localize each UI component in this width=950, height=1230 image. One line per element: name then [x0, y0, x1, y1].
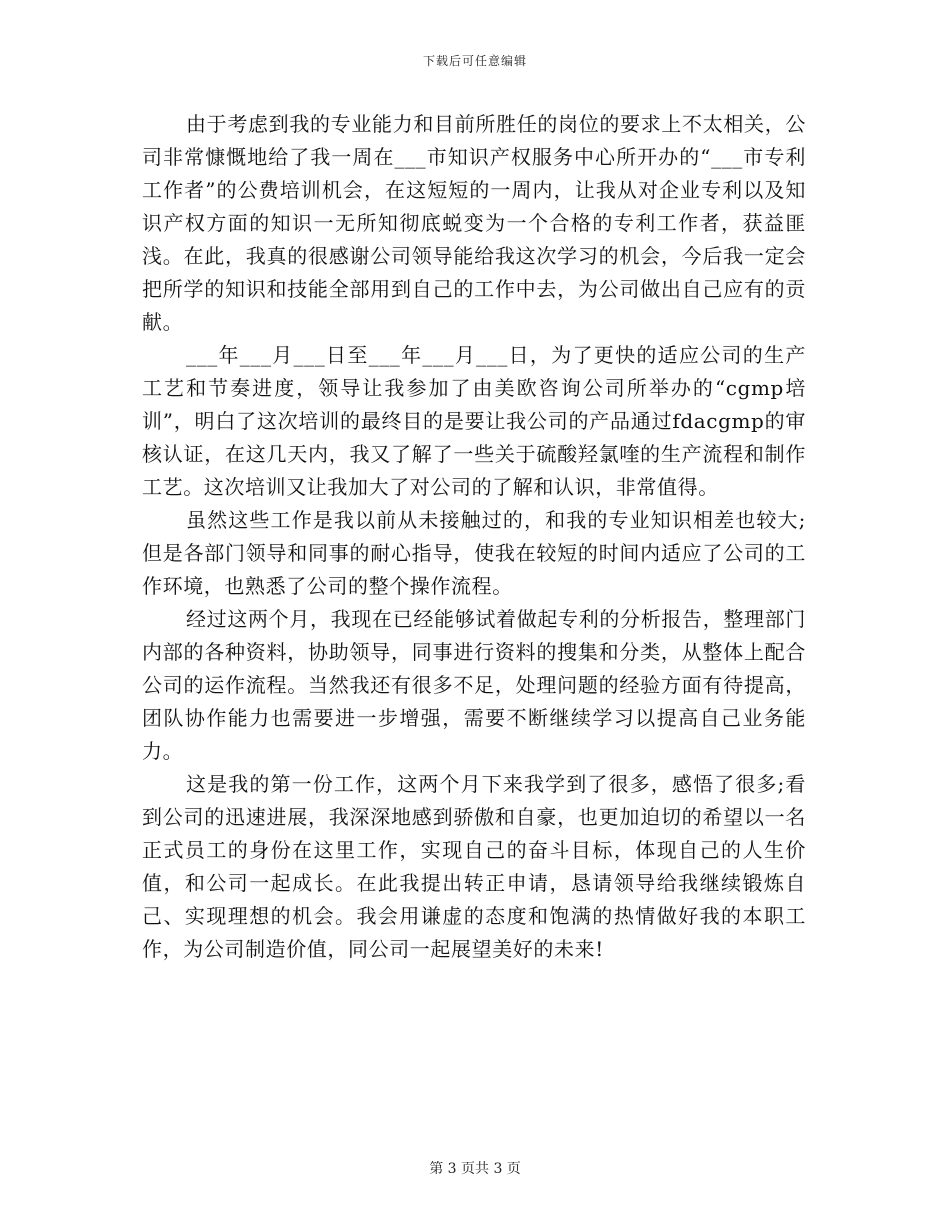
paragraph-adaptation: 虽然这些工作是我以前从未接触过的，和我的专业知识相差也较大;但是各部门领导和同事的耐心指导，使我在较短的时间内适应了公司的工作环境，也熟悉了公司的整个操作流程。 [142, 508, 806, 598]
paragraph-progress: 经过这两个月，我现在已经能够试着做起专利的分析报告，整理部门内部的各种资料，协助领导，同事进行资料的搜集和分类，从整体上配合公司的运作流程。当然我还有很多不足，处理问题的经验方面有待提高，团队协作能力也需要进一步增强，需要不断继续学习以提高自己业务能力。 [142, 607, 806, 763]
paragraph-application: 这是我的第一份工作，这两个月下来我学到了很多，感悟了很多;看到公司的迅速进展，我深深地感到骄傲和自豪，也更加迫切的希望以一名正式员工的身份在这里工作，实现自己的奋斗目标，体现自己的人生价值，和公司一起成长。在此我提出转正申请，恳请领导给我继续锻炼自己、实现理想的机会。我会用谦虚的态度和饱满的热情做好我的本职工作，为公司制造价值，同公司一起展望美好的未来! [142, 772, 806, 961]
document-body [142, 108, 806, 966]
paragraph-training-patent: 由于考虑到我的专业能力和目前所胜任的岗位的要求上不太相关，公司非常慷慨地给了我一周在___市知识产权服务中心所开办的“___市专利工作者”的公费培训机会，在这短短的一周内，让我从对企业专利以及知识产权方面的知识一无所知彻底蜕变为一个合格的专利工作者，获益匪浅。在此，我真的很感谢公司领导能给我这次学习的机会，今后我一定会把所学的知识和技能全部用到自己的工作中去，为公司做出自己应有的贡献。 [142, 112, 806, 334]
paragraph-training-cgmp: ___年___月___日至___年___月___日，为了更快的适应公司的生产工艺和节奏进度，领导让我参加了由美欧咨询公司所举办的“cgmp培训”，明白了这次培训的最终目的是要让我公司的产品通过fdacgmp的审核认证，在这几天内，我又了解了一些关于硫酸羟氯喹的生产流程和制作工艺。这次培训又让我加大了对公司的了解和认识，非常值得。 [142, 343, 806, 499]
page-number: 第 3 页共 3 页 [429, 1161, 521, 1177]
page-header-note: 下载后可任意编辑 [422, 54, 527, 68]
